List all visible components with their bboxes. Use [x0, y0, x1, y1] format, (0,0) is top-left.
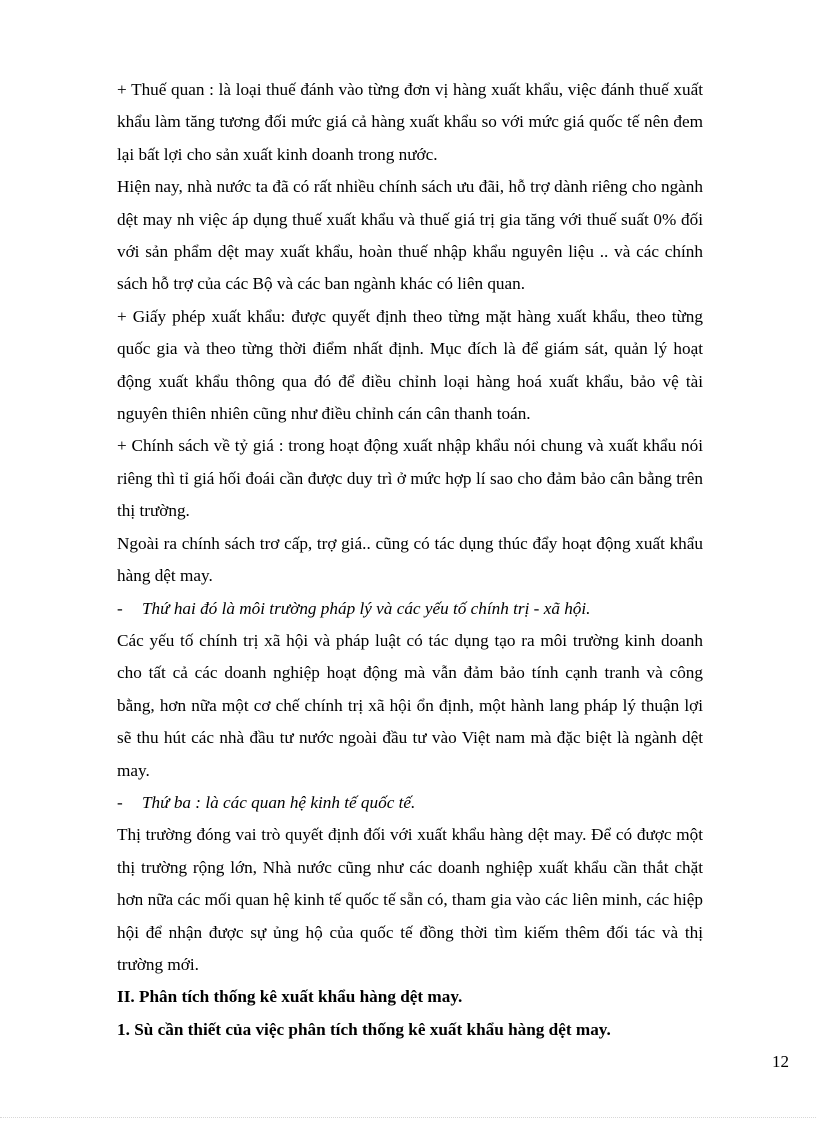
paragraph-export-license: + Giấy phép xuất khẩu: được quyết định theo từng mặt hàng xuất khẩu, theo từng quốc gia và theo từng thời điểm nhất định. Mục đích là để giám sát, quản lý hoạt động xuất khẩu thông qua đó để điều chỉnh loại hàng hoá xuất khẩu, bảo vệ tài nguyên thiên nhiên cũng như điều chỉnh cán cân thanh toán. — [117, 306, 703, 424]
bullet-legal-environment — [117, 593, 703, 625]
paragraph-subsidies: Ngoài ra chính sách trơ cấp, trợ giá.. cũng có tác dụng thúc đẩy hoạt động xuất khẩu hàng dệt may. — [117, 533, 703, 586]
document-page — [117, 74, 703, 1046]
footer-divider — [0, 1117, 816, 1118]
page-number: 12 — [772, 1052, 789, 1071]
paragraph-incentive-policies: Hiện nay, nhà nước ta đã có rất nhiều chính sách ưu đãi, hỗ trợ dành riêng cho ngành dệt may nh việc áp dụng thuế xuất khẩu và thuế giá trị gia tăng với thuế suất 0% đối với sản phẩm dệt may xuất khẩu, hoàn thuế nhập khẩu nguyên liệu .. và các chính sách hỗ trợ của các Bộ và các ban ngành khác có liên quan. — [117, 177, 703, 294]
bullet-dash: - — [117, 792, 123, 812]
paragraph-tariff: + Thuế quan : là loại thuế đánh vào từng đơn vị hàng xuất khẩu, việc đánh thuế xuất khẩu làm tăng tương đối mức giá cả hàng xuất khẩu so với mức giá quốc tế nên đem lại bất lợi cho sản xuất kinh doanh trong nước. — [117, 80, 703, 164]
bullet-text: Thứ hai đó là môi trường pháp lý và các yếu tố chính trị - xã hội. — [142, 598, 591, 618]
section-heading: II. Phân tích thống kê xuất khẩu hàng dệt may. — [117, 987, 463, 1007]
bullet-international-relations — [117, 787, 703, 819]
paragraph-market-role: Thị trường đóng vai trò quyết định đối với xuất khẩu hàng dệt may. Để có được một thị trường rộng lớn, Nhà nước cũng như các doanh nghiệp xuất khẩu cần thắt chặt hơn nữa các mối quan hệ kinh tế quốc tế sẵn có, tham gia vào các liên minh, các hiệp hội để nhận được sự ủng hộ của quốc tế đồng thời tìm kiếm thêm đối tác và thị trường mới. — [117, 825, 703, 974]
subsection-heading: 1. Sù cần thiết của việc phân tích thống kê xuất khẩu hàng dệt may. — [117, 1019, 611, 1039]
paragraph-political-factors: Các yếu tố chính trị xã hội và pháp luật có tác dụng tạo ra môi trường kinh doanh cho tất cả các doanh nghiệp hoạt động mà vẫn đảm bảo tính cạnh tranh và công bằng, hơn nữa một cơ chế chính trị xã hội ổn định, một hành lang pháp lý thuận lợi sẽ thu hút các nhà đầu tư nước ngoài đầu tư vào Việt nam mà đặc biệt là ngành dệt may. — [117, 630, 703, 780]
paragraph-exchange-rate: + Chính sách về tỷ giá : trong hoạt động xuất nhập khẩu nói chung và xuất khẩu nói riêng thì tỉ giá hối đoái cần được duy trì ở mức hợp lí sao cho đảm bảo cân bằng trên thị trường. — [117, 436, 703, 521]
bullet-text: Thứ ba : là các quan hệ kinh tế quốc tế. — [142, 792, 416, 812]
bullet-dash: - — [117, 598, 123, 618]
